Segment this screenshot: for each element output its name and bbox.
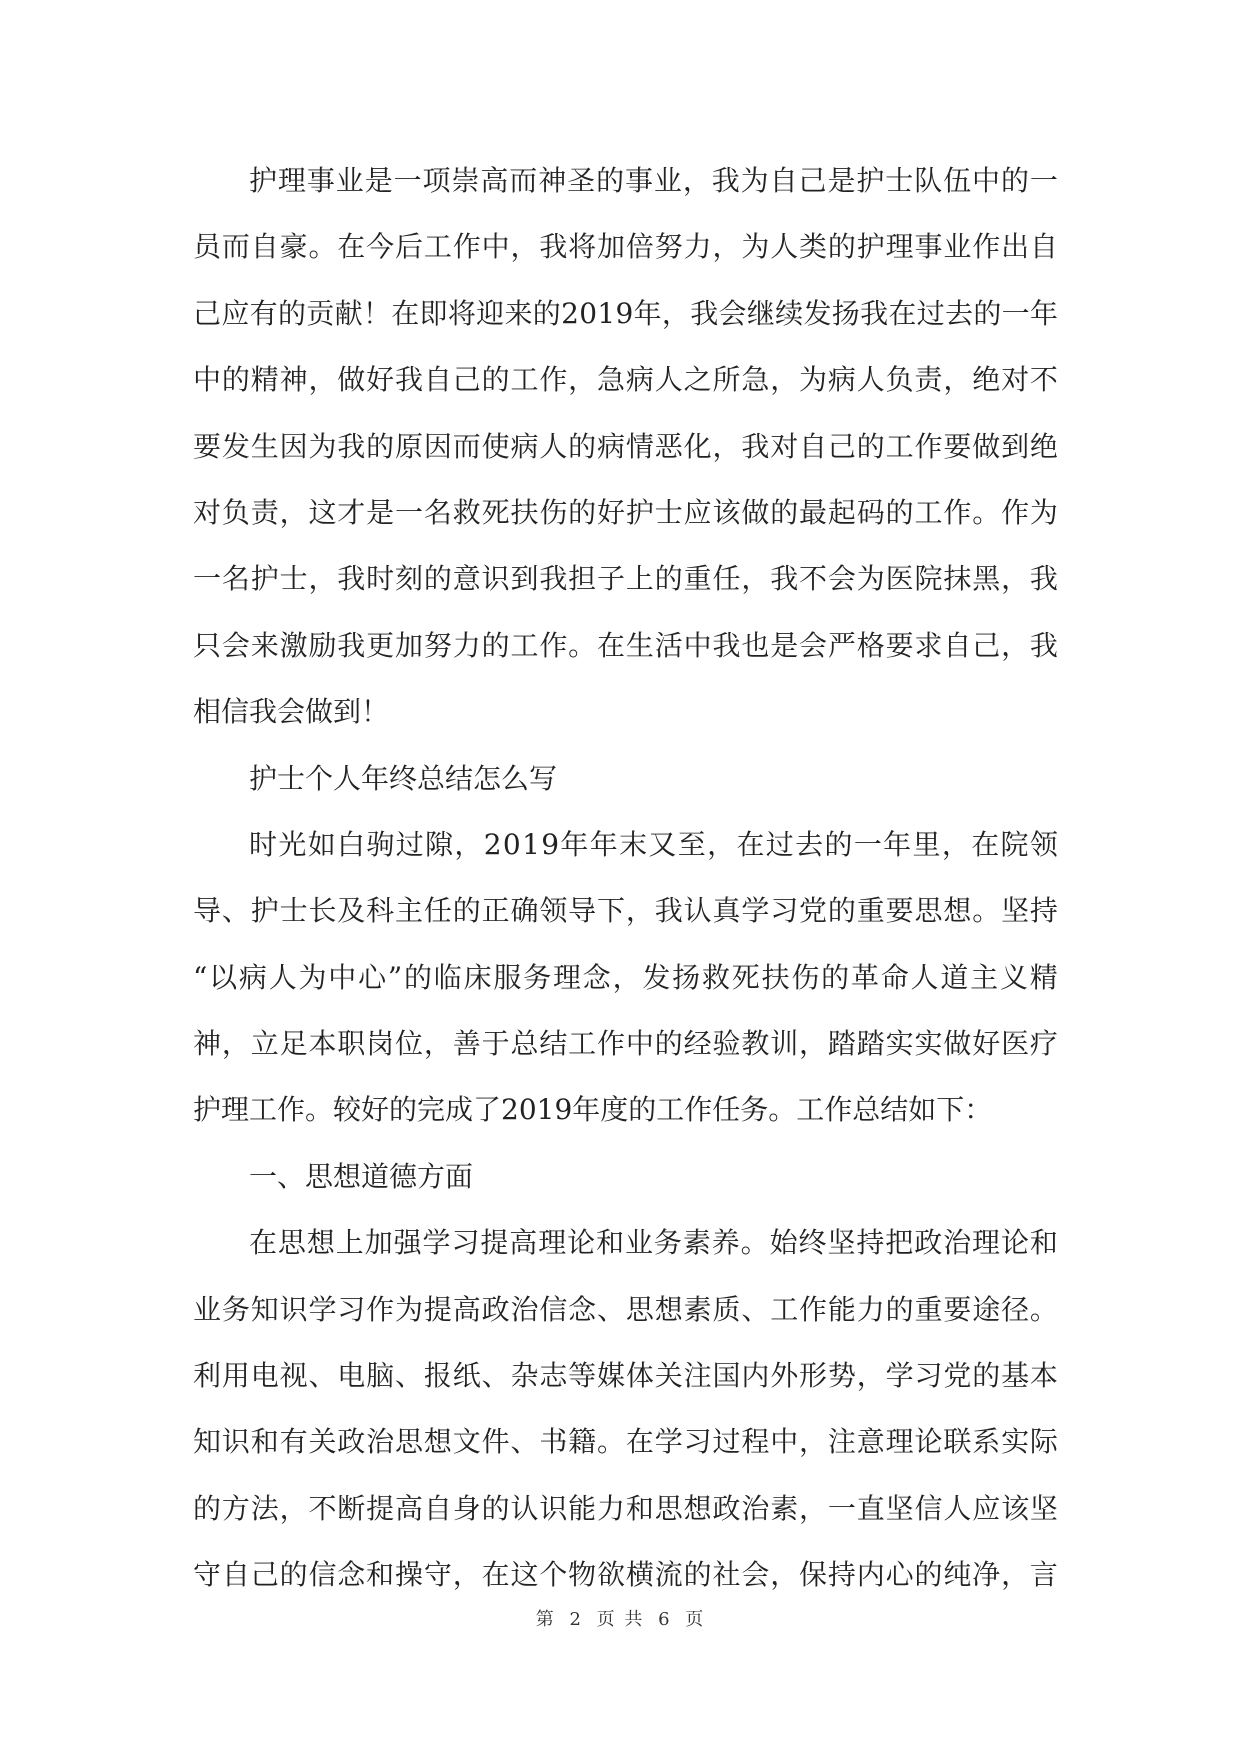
paragraph-line: 护 理 事 业 是 一 项 崇 高 而 神 圣 的 事 业 ， 我 为 自 己 是 护 士 队 伍 中 的 一 <box>249 164 1058 197</box>
section-heading: 一、思想道德方面 <box>249 1159 474 1193</box>
paragraph-line: 对 负 责 ， 这 才 是 一 名 救 死 扶 伤 的 好 护 士 应 该 做 的 最 起 码 的 工 作 。 作 为 <box>193 495 1058 529</box>
paragraph-line: 己 应 有 的 贡 献 ！ 在 即 将 迎 来 的 2 0 1 9 年 ， 我 会 继 续 发 扬 我 在 过 去 的 一 年 <box>193 296 1058 330</box>
paragraph-line: 守 自 己 的 信 念 和 操 守 ， 在 这 个 物 欲 横 流 的 社 会 ， 保 持 内 心 的 纯 净 ， 言 <box>193 1558 1058 1592</box>
paragraph-line: 业 务 知 识 学 习 作 为 提 高 政 治 信 念 、 思 想 素 质 、 工 作 能 力 的 重 要 途 径 。 <box>193 1292 1058 1326</box>
total-pages-number: 6 <box>658 1609 672 1630</box>
paragraph-line: 中 的 精 神 ， 做 好 我 自 己 的 工 作 ， 急 病 人 之 所 急 ， 为 病 人 负 责 ， 绝 对 不 <box>193 363 1058 397</box>
footer-suffix: 页 <box>685 1609 706 1630</box>
document-body <box>193 148 1058 1609</box>
paragraph-line: 护理工作。较好的完成了2019年度的工作任务。工作总结如下： <box>193 1093 993 1127</box>
paragraph-line: 在 思 想 上 加 强 学 习 提 高 理 论 和 业 务 素 养 。 始 终 坚 持 把 政 治 理 论 和 <box>249 1226 1058 1260</box>
paragraph-line: 只 会 来 激 励 我 更 加 努 力 的 工 作 。 在 生 活 中 我 也 是 会 严 格 要 求 自 己 ， 我 <box>193 628 1058 662</box>
paragraph-line: 知 识 和 有 关 政 治 思 想 文 件 、 书 籍 。 在 学 习 过 程 中 ， 注 意 理 论 联 系 实 际 <box>193 1425 1058 1459</box>
paragraph-line: “ 以 病 人 为 中 心 ” 的 临 床 服 务 理 念 ， 发 扬 救 死 扶 伤 的 革 命 人 道 主 义 精 <box>193 960 1058 994</box>
paragraph-line: 利 用 电 视 、 电 脑 、 报 纸 、 杂 志 等 媒 体 关 注 国 内 外 形 势 ， 学 习 党 的 基 本 <box>193 1359 1058 1393</box>
paragraph-line: 要 发 生 因 为 我 的 原 因 而 使 病 人 的 病 情 恶 化 ， 我 对 自 己 的 工 作 要 做 到 绝 <box>193 429 1058 463</box>
paragraph-line: 导 、 护 士 长 及 科 主 任 的 正 确 领 导 下 ， 我 认 真 学 习 党 的 重 要 思 想 。 坚 持 <box>193 894 1058 928</box>
paragraph-line: 相信我会做到！ <box>193 695 390 729</box>
paragraph-line: 神 ， 立 足 本 职 岗 位 ， 善 于 总 结 工 作 中 的 经 验 教 训 ， 踏 踏 实 实 做 好 医 疗 <box>193 1027 1058 1061</box>
paragraph-line: 一 名 护 士 ， 我 时 刻 的 意 识 到 我 担 子 上 的 重 任 ， 我 不 会 为 医 院 抹 黑 ， 我 <box>193 562 1058 596</box>
page-footer <box>0 1605 1241 1631</box>
footer-prefix: 第 <box>535 1609 556 1630</box>
paragraph-line: 时 光 如 白 驹 过 隙 ， 2 0 1 9 年 年 末 又 至 ， 在 过 去 的 一 年 里 ， 在 院 领 <box>249 827 1058 861</box>
paragraph-line: 员 而 自 豪 。 在 今 后 工 作 中 ， 我 将 加 倍 努 力 ， 为 人 类 的 护 理 事 业 作 出 自 <box>193 230 1058 264</box>
section-heading: 护士个人年终总结怎么写 <box>249 761 558 795</box>
paragraph-line: 的 方 法 ， 不 断 提 高 自 身 的 认 识 能 力 和 思 想 政 治 素 ， 一 直 坚 信 人 应 该 坚 <box>193 1491 1058 1525</box>
current-page-number: 2 <box>569 1609 583 1630</box>
footer-middle: 页 共 <box>596 1609 645 1630</box>
